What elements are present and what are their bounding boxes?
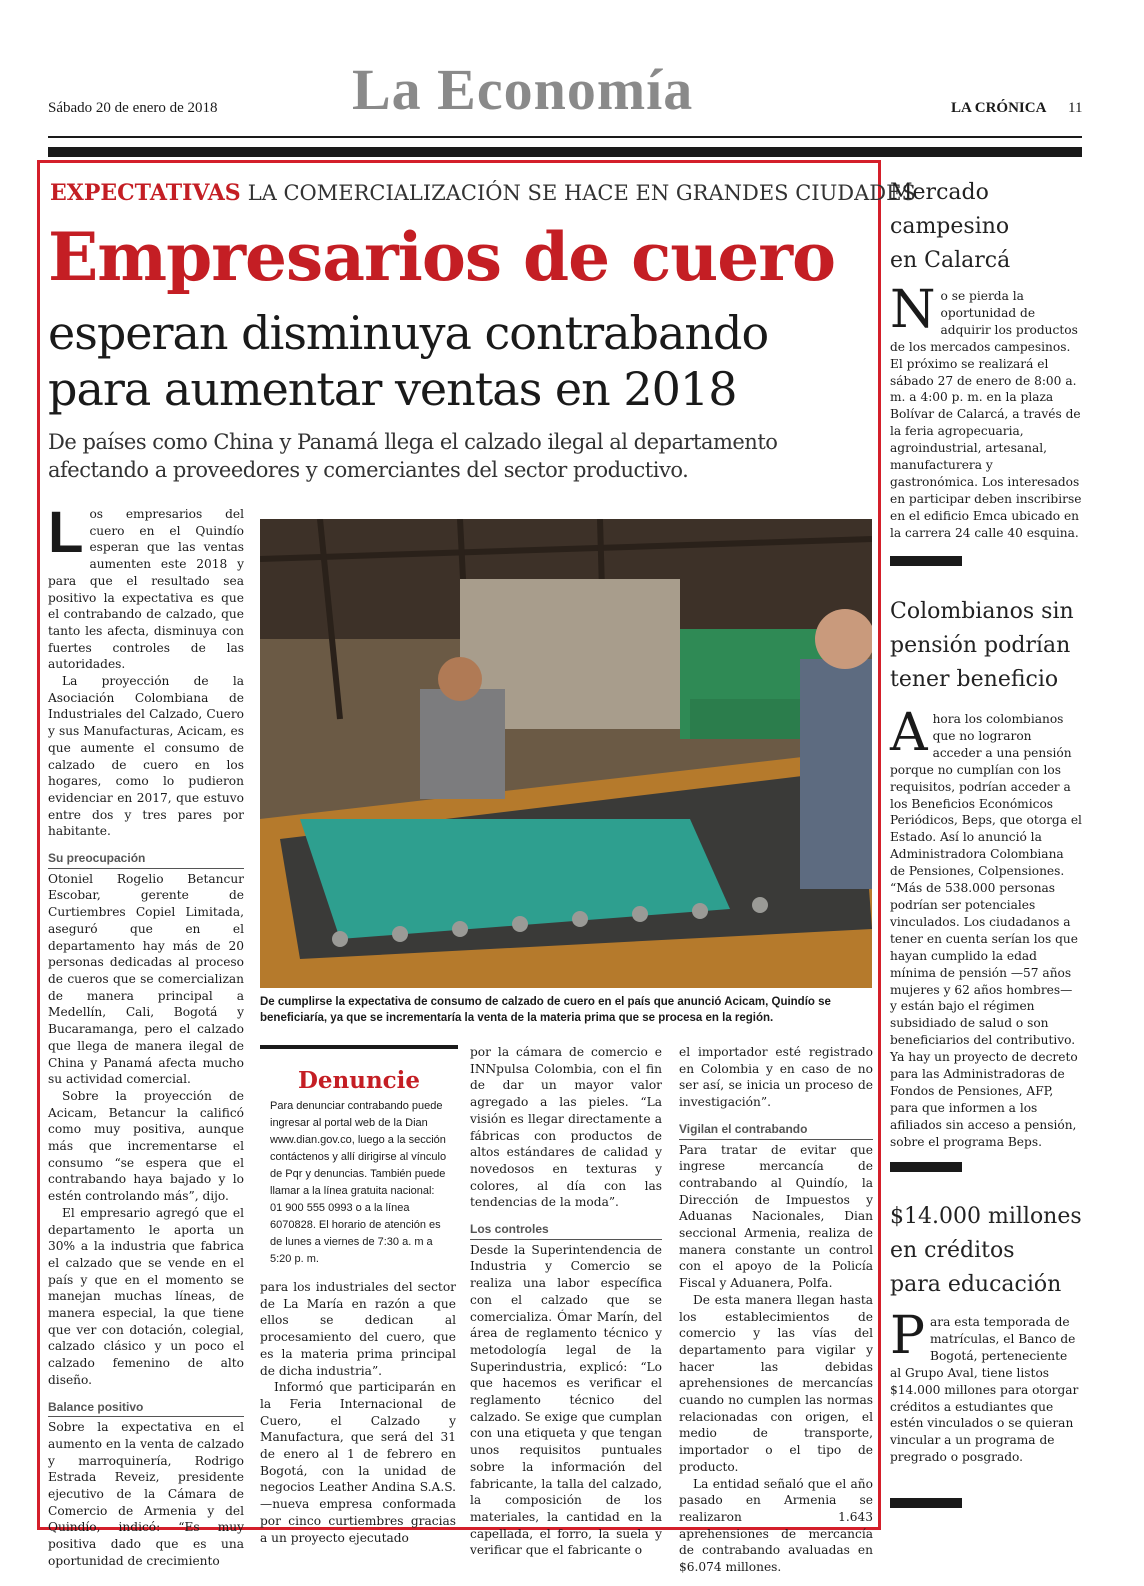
paragraph: Desde la Superintendencia de Industria y Comercio se realiza una labor específica con el calzado que se comercializa. Ómar Marín, del área de reglamento técnico y metodología legal de la Superindustria, explicó: “Lo que hacemos es verificar el reglamento técnico del calzado. Se exige que cumplan con una etiqueta y que tengan unos requisitos puntuales sobre la información del fabricante, la talla del calzado, la composición de los materiales, la cantidad en la capellada, el forro, la suela y verificar que el fabricante o — [470, 1242, 662, 1558]
masthead-bar — [48, 147, 1082, 157]
kicker-label: EXPECTATIVAS — [50, 180, 241, 206]
paragraph: Los empresarios del cuero en el Quindío esperan que las ventas aumenten este 2018 y para que el resultado sea positivo la expectativa es que el contrabando de calzado, que tanto les afecta, disminuya con fuertes controles de las autoridades. — [48, 500, 244, 672]
subheadline-line-2: para aumentar ventas en 2018 — [48, 362, 737, 416]
paragraph: El empresario agregó que el departamento le aporta un 30% a la industria que fabrica el calzado que se vende en el país y que en el momento se manejan muchas líneas, de manera especial, la que tiene que ver con dotación, colegial, calzado clásico y un poco el calzado femenino de alto diseño. — [48, 1205, 244, 1387]
subheading: Su preocupación — [48, 850, 244, 869]
article-column-2 — [260, 1279, 456, 1546]
paragraph: por la cámara de comercio e INNpulsa Colombia, con el fin de dar un mayor valor agregado a las pieles. “La visión es llegar directamente a fábricas con productos de altos estándares de calidad y novedosos en texturas y colores, al día con las tendencias de la moda”. — [470, 1045, 662, 1210]
issue-date: Sábado 20 de enero de 2018 — [48, 100, 218, 116]
page-number: 11 — [1068, 100, 1083, 116]
tannery-workers-image — [260, 519, 872, 988]
brief-title: Mercado campesino en Calarcá — [890, 180, 1011, 273]
article-column-3 — [470, 1044, 662, 1559]
drop-cap: A — [890, 703, 928, 763]
paragraph: La entidad señaló que el año pasado en Armenia se realizaron 1.643 aprehensiones de mercancía de contrabando avaluadas en $6.074 millones. — [679, 1476, 873, 1575]
photo-caption: De cumplirse la expectativa de consumo de calzado de cuero en el país que anunció Acicam, Quindío se beneficiaría, ya que se incrementaría la venta de la materia prima que se procesa en la región. — [260, 996, 831, 1024]
drop-cap: L — [48, 500, 84, 565]
paragraph: Para tratar de evitar que ingrese mercancía de contrabando al Quindío, la Dirección de Impuestos y Aduanas Nacionales, Dian seccional Armenia, realiza de manera constante un control con el apoyo de la Policía Fiscal y Aduanera, Polfa. — [679, 1142, 873, 1291]
subheading: Balance positivo — [48, 1399, 244, 1418]
paragraph: De esta manera llegan hasta los establecimientos de comercio y las vías del departamento para vigilar y hacer las debidas aprehensiones de mercancías cuando no cumplen las normas relacionadas con origen, el medio de transporte, importador o el tipo de producto. — [679, 1292, 873, 1474]
sidebar-brief-1 — [890, 176, 1082, 542]
newspaper-name: LA CRÓNICA — [951, 100, 1047, 116]
denuncie-box — [260, 1045, 458, 1268]
subheadline-line-1: esperan disminuya contrabando — [48, 306, 769, 360]
brief-divider — [890, 556, 962, 566]
article-column-4 — [679, 1044, 873, 1576]
brief-body: Para esta temporada de matrículas, el Banco de Bogotá, perteneciente al Grupo Aval, tiene listos $14.000 millones para otorgar créditos a estudiantes que estén vinculados o se quieran vincular a un programa de pregrado o posgrado. — [890, 1306, 1079, 1465]
article-kicker — [50, 180, 916, 206]
paragraph: para los industriales del sector de La María en razón a que ellos se dedican al procesamiento del cuero, que es la materia prima principal de dicha industria”. — [260, 1280, 456, 1378]
paragraph: Otoniel Rogelio Betancur Escobar, gerente de Curtiembres Copiel Limitada, aseguró que en el departamento hay más de 20 personas dedicadas al proceso de cueros que se comercializan de manera principal a Medellín, Cali, Bogotá y Bucaramanga, pero el calzado que llega de manera ilegal de China y Panamá afecta mucho su actividad comercial. — [48, 871, 244, 1087]
sidebar-brief-2 — [890, 595, 1082, 1151]
sidebar-brief-3 — [890, 1200, 1082, 1466]
drop-cap: N — [890, 280, 936, 340]
drop-cap: P — [890, 1306, 925, 1366]
brief-body: Ahora los colombianos que no lograron acceder a una pensión porque no cumplían con los requisitos, podrían acceder a los Beneficios Económicos Periódicos, Beps, que otorga el Estado. Así lo anunció la Administradora Colombiana de Pensiones, Colpensiones. “Más de 538.000 personas podrían ser potenciales vinculados. Los ciudadanos a tener en cuenta serían los que hayan cumplido la edad mínima de pensión —57 años mujeres y 62 años hombres— y están bajo el régimen subsidiado de salud o son beneficiarios del contributivo. Ya hay un proyecto de decreto para las Administradoras de Fondos de Pensiones, AFP, para que informen a los afiliados sin acceso a pensión, sobre el programa Beps. — [890, 703, 1082, 1149]
paragraph: Informó que participarán en la Feria Internacional de Cuero, el Calzado y Manufactura, que será del 31 de enero al 1 de febrero en Bogotá, con la unidad de negocios Leather Andina S.A.S. —nueva empresa conformada por cinco curtiembres gracias a un proyecto ejecutado — [260, 1380, 456, 1545]
brief-body: No se pierda la oportunidad de adquirir los productos de los mercados campesinos. El próximo se realizará el sábado 27 de enero de 8:00 a. m. a 4:00 p. m. en la plaza Bolívar de Calarcá, a través de la feria agropecuaria, agroindustrial, artesanal, manufacturera y gastronómica. Los interesados en participar deben inscribirse en el edificio Emca ubicado en la carrera 24 calle 40 esquina. — [890, 280, 1082, 540]
brief-divider — [890, 1162, 962, 1172]
denuncie-body: Para denunciar contrabando puede ingresar al portal web de la Dian www.dian.gov.co, luego a la sección contáctenos y allí dirigirse al vínculo de Pqr y denuncias. También puede llamar a la línea gratuita nacional: 01 900 555 0993 o a la línea 6070828. El horario de atención es de lunes a viernes de 7:30 a. m a 5:20 p. m. — [270, 1100, 447, 1265]
subheading: Los controles — [470, 1221, 662, 1240]
brief-title: $14.000 millones en créditos para educación — [890, 1204, 1082, 1297]
subheading: Vigilan el contrabando — [679, 1121, 873, 1140]
article-deck: De países como China y Panamá llega el calzado ilegal al departamento afectando a proveedores y comerciantes del sector productivo. — [48, 430, 778, 482]
kicker-text: LA COMERCIALIZACIÓN SE HACE EN GRANDES CIUDADES — [247, 181, 916, 205]
brief-title: Colombianos sin pensión podrían tener beneficio — [890, 599, 1074, 692]
masthead-rule — [48, 136, 1082, 138]
paragraph: Sobre la expectativa en el aumento en la venta de calzado y marroquinería, Rodrigo Estrada Reveiz, presidente ejecutivo de la Cámara de Comercio de Armenia y del Quindío, indicó: “Es muy positiva dado que es una oportunidad de crecimiento — [48, 1420, 244, 1568]
denuncie-title: Denuncie — [297, 1067, 421, 1094]
paragraph: el importador esté registrado en Colombia y en caso de no ser así, se inicia un proceso de investigación”. — [679, 1045, 873, 1110]
section-title: La Economía — [352, 57, 694, 122]
article-photo — [260, 519, 872, 988]
brief-divider — [890, 1498, 962, 1508]
article-headline: Empresarios de cuero — [48, 218, 836, 296]
article-subheadline — [48, 305, 768, 417]
paragraph: La proyección de la Asociación Colombiana de Industriales del Calzado, Cuero y sus Manufacturas, Acicam, es que aumente el consumo de calzado de cuero en los hogares, como lo pudieron evidenciar en 2017, que estuvo entre dos y tres pares por habitante. — [48, 674, 244, 839]
article-column-1 — [48, 500, 244, 1570]
paragraph: Sobre la proyección de Acicam, Betancur la calificó como muy positiva, aunque más que incrementarse el consumo “se espera que el contrabando haya bajado y lo estén controlando más”, dijo. — [48, 1088, 244, 1204]
